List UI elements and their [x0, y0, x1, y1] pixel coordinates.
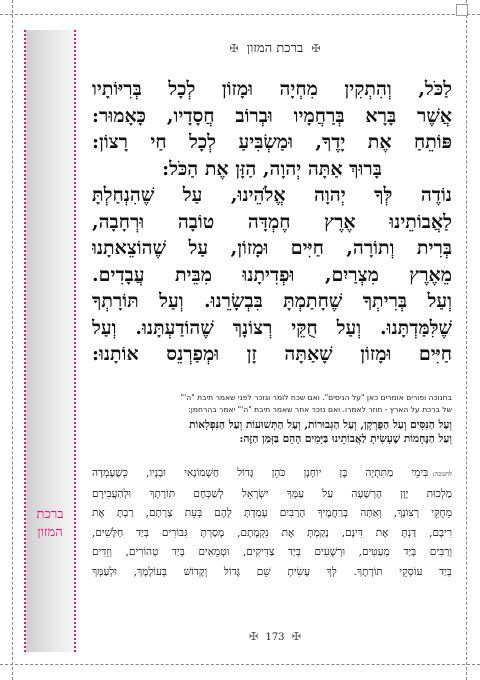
main-line-blessing: בָּרוּךְ אַתָּה יְהוָה, הַזָּן אֶת הַכֹּל: — [162, 157, 382, 180]
chanukah-line: מֵחֻקֵּי רְצוֹנָךְ, וְאַתָּה בְּרַחֲמֶיךָ הָרַבִּים עָמַדְתָּ לָהֶם בְּעֵת צָרָתָם, רַבְתָּ אֶת — [92, 507, 452, 519]
main-line: אֲשֶׁר בָּרָא בְּרַחֲמָיו וּבְרוֹב חֲסָדָיו, כָּאָמוּר: — [92, 104, 452, 127]
page-number — [90, 630, 460, 643]
margin-strip — [26, 30, 74, 652]
side-section-label — [26, 506, 74, 542]
main-line: לַאֲבוֹתֵינוּ אֶרֶץ חֶמְדָּה טוֹבָה וּרְחָבָה, — [92, 210, 452, 233]
main-line: שֶׁלִּמַּדְתָּנוּ. וְעַל חֻקֵּי רְצוֹנָךְ שֶׁהוֹדַעְתָּנוּ. וְעַל — [92, 316, 452, 339]
chanukah-line: רִיבָם, דַּנְתָּ אֶת דִּינָם, נָקַמְתָּ אֶת נִקְמָתָם, מָסַרְתָּ גִּבּוֹרִים בְּיַד חַלָּשִׁים, — [92, 526, 452, 539]
chanukah-cue: לחנוכה: — [432, 470, 452, 478]
ornament-icon: ✠ — [311, 42, 321, 55]
trim-line-bottom — [0, 664, 480, 665]
margin-dotted-line-right — [74, 30, 76, 652]
chanukah-line-text: בִּימֵי מַתִּתְיָה בֶּן יוֹחָנָן כֹּהֵן גָּדוֹל חַשְׁמוֹנָאִי וּבָנָיו, כְּשֶׁעָמְדָה — [92, 467, 429, 479]
side-label-line-2: המזון — [37, 525, 63, 540]
main-line: מֵאֶרֶץ מִצְרַיִם, וּפְדִיתָנוּ מִבֵּית עֲבָדִים. — [92, 263, 452, 286]
trim-line-top — [0, 14, 480, 15]
al-hanissim-line: וְעַל הַנֶּחָמוֹת שֶׁעָשִׂיתָ לַאֲבוֹתֵינוּ בַּיָּמִים הָהֵם בַּזְּמַן הַזֶּה: — [239, 433, 452, 445]
main-line: לַכֹּל, וְהִתְקִין מִחְיָה וּמָזוֹן לְכָל בְּרִיּוֹתָיו — [92, 78, 452, 100]
main-prayer-text — [92, 76, 452, 368]
instruction-note — [92, 392, 452, 416]
main-line: וְעַל בְּרִיתְךָ שֶׁחָתַמְתָּ בִּבְשָׂרֵנוּ. וְעַל תּוֹרָתְךָ — [92, 290, 452, 312]
ornament-icon: ✠ — [249, 630, 259, 643]
chanukah-paragraph — [92, 464, 452, 582]
al-hanissim-line: וְעַל הַנִּסִּים וְעַל הַפֻּרְקָן, וְעַל הַגְּבוּרוֹת, וְעַל הַתְּשׁוּעוֹת וְעַל הַנִּפְלָאוֹת — [189, 419, 452, 431]
main-line: בְּרִית וְתוֹרָה, חַיִּים וּמָזוֹן, עַל שֶׁהוֹצֵאתָנוּ — [92, 237, 452, 259]
ornament-icon: ✠ — [291, 630, 301, 643]
corner-mark-top-right — [456, 4, 468, 16]
trim-line-left — [12, 0, 13, 680]
main-line: פּוֹתֵחַ אֶת יָדֶךָ, וּמַשְׂבִּיעַ לְכָל חַי רָצוֹן: — [92, 131, 452, 153]
chanukah-line: בְּיַד עוֹסְקֵי תוֹרָתֶךָ. לְךָ עָשִׂיתָ שֵׁם גָּדוֹל וְקָדוֹשׁ בְּעוֹלָמָךְ, וּלְעַמְּךָ — [92, 565, 452, 578]
header-title: ברכת המזון — [246, 41, 304, 56]
margin-dotted-line-left — [24, 30, 26, 652]
chanukah-line: וְרַבִּים בְּיַד מְעַטִּים, וּרְשָׁעִים בְּיַד צַדִּיקִים, וּטְמֵאִים בְּיַד טְהוֹרִים, וְזֵדִים — [92, 546, 452, 558]
main-line: נוֹדֶה לְּךָ יְהוָה אֱלֹהֵינוּ, עַל שֶׁהִנְחַלְתָּ — [92, 184, 452, 206]
chanukah-line: מַלְכוּת יָוָן הָרְשָׁעָה עַל עַמְּךָ יִשְׂרָאֵל לְשַׁכְּחָם תּוֹרָתָךְ וּלְהַעֲבִירָם — [92, 487, 452, 500]
ornament-icon: ✠ — [229, 42, 239, 55]
main-line: חַיִּים וּמָזוֹן שָׁאַתָּה זָן וּמְפַרְנֵס אוֹתָנוּ: — [92, 343, 452, 365]
side-label-line-1: ברכת — [36, 507, 64, 522]
page-number-value: 173 — [265, 632, 285, 643]
chanukah-line — [92, 464, 452, 485]
note-line: של ברכת על הארץ - חוזר לאמרו. ואם נזכר אחר שאמר תיבת "ה'" יאמר בהרחמן: — [188, 405, 452, 414]
running-header — [90, 40, 460, 56]
al-hanissim-text — [92, 418, 452, 446]
note-line: בחנוכה ופורים אומרים כאן "על הניסים". ואם שכח לומר וגזכר לפני שאמר תיבת "ה'" — [180, 393, 452, 402]
trim-line-right — [466, 0, 467, 680]
